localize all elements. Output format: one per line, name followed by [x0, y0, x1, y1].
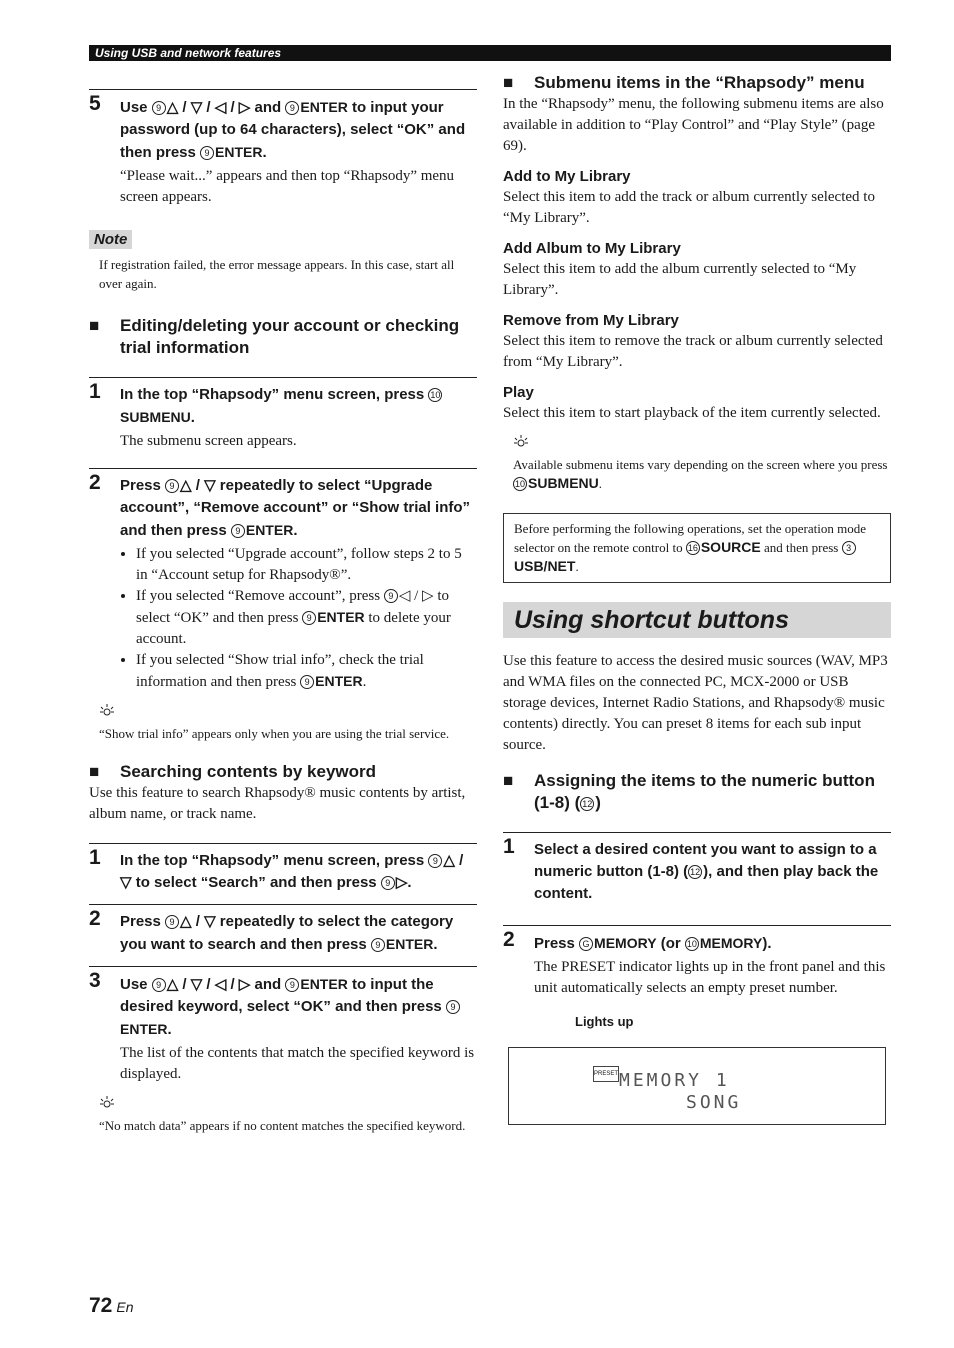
hint-bulb-icon [99, 703, 115, 719]
square-bullet-icon: ■ [503, 73, 514, 92]
section-submenu-items [503, 72, 891, 94]
tip-text: Available submenu items vary depending on the screen where you press 10 SUBMENU. [513, 457, 888, 491]
submenu-item-title: Remove from My Library [503, 312, 679, 329]
page-footer [89, 1294, 133, 1318]
tip-text: “No match data” appears if no content matches the specified keyword. [99, 1118, 466, 1133]
step-number: 5 [89, 92, 101, 115]
step-result: The PRESET indicator lights up in the front panel and this unit automatically selects an empty preset number. [534, 959, 886, 996]
left-column [89, 89, 477, 1135]
step-number: 2 [503, 928, 515, 951]
section-title: Assigning the items to the numeric button (1-8) ( 12 ) [534, 771, 875, 812]
step-number: 3 [89, 969, 101, 992]
step-instruction: In the top “Rhapsody” menu screen, press 10SUBMENU. [120, 386, 441, 426]
step-instruction: Use 9 △ / ▽ / ◁ / ▷ and 9 ENTER to input the desired keyword, select “OK” and then press 9ENTER. [120, 973, 477, 1041]
submenu-item-desc: Select this item to add the track or album currently selected to “My Library”. [503, 189, 875, 226]
button-9-icon: 9 [300, 675, 314, 689]
note-label: Note [89, 230, 132, 249]
preset-indicator: PRESET [593, 1066, 619, 1082]
square-bullet-icon: ■ [89, 316, 100, 335]
button-12-icon: 12 [690, 867, 701, 877]
tip-block [89, 1095, 477, 1135]
page-language: En [116, 1299, 134, 1315]
button-9-icon: 9 [285, 978, 299, 992]
step-instruction: Use 9 △ / ▽ / ◁ / ▷ and 9 ENTER to input your password (up to 64 characters), select “OK” and then press 9 ENTER. [120, 99, 466, 161]
assign-step-2 [503, 925, 891, 999]
section-intro: Use this feature to search Rhapsody® music contents by artist, album name, or track name. [89, 785, 466, 822]
step-result: “Please wait...” appears and then top “Rhapsody” menu screen appears. [120, 168, 455, 205]
button-10-icon: 10 [430, 390, 441, 400]
shortcut-intro: Use this feature to access the desired music sources (WAV, MP3 and WMA files on the connected PC, MCX-2000 or USB storage devices, Internet Radio Stations, and Rhapsody® music contents) directly. You can preset 8 items for each sub input source. [503, 653, 888, 753]
submenu-item-title: Add to My Library [503, 168, 631, 185]
button-9-icon: 9 [428, 854, 442, 868]
button-9-icon: 9 [200, 146, 214, 160]
right-column [503, 72, 891, 1125]
section-title: Submenu items in the “Rhapsody” menu [534, 73, 865, 92]
button-9-icon: 9 [446, 1000, 460, 1014]
button-9-icon: 9 [285, 101, 299, 115]
display-line-1: MEMORY 1 [619, 1070, 730, 1091]
display-line-2: SONG [686, 1092, 742, 1113]
submenu-item-title: Add Album to My Library [503, 240, 681, 257]
step-instruction: Press 9 △ / ▽ repeatedly to select “Upgrade account”, “Remove account” or “Show trial info” and then press 9 ENTER. [120, 477, 471, 539]
section-searching [89, 761, 477, 783]
button-9-icon: 9 [165, 479, 179, 493]
editing-step-2 [89, 468, 477, 693]
header-text: Using USB and network features [95, 46, 282, 60]
submenu-item [503, 311, 891, 373]
button-10-icon: 10 [514, 479, 525, 489]
step-number: 1 [89, 380, 101, 403]
bullet-list [120, 544, 477, 693]
step-instruction: Select a desired content you want to assign to a numeric button (1-8) ( 12 ), and then play back the content. [534, 841, 879, 902]
section-intro: In the “Rhapsody” menu, the following submenu items are also available in addition to “Play Control” and “Play Style” (page 69). [503, 96, 884, 154]
button-9-icon: 9 [302, 611, 316, 625]
square-bullet-icon: ■ [503, 771, 514, 790]
operation-mode-box: Before performing the following operations, set the operation mode selector on the remote control to 16 SOURCE and then press 3USB/NET. [503, 513, 891, 583]
hint-bulb-icon [513, 434, 529, 450]
button-9-icon: 9 [381, 876, 395, 890]
assign-step-1 [503, 832, 891, 905]
page-header [89, 45, 891, 61]
step-number: 2 [89, 471, 101, 494]
section-title: Searching contents by keyword [120, 762, 377, 781]
step-result: The list of the contents that match the specified keyword is displayed. [120, 1045, 475, 1082]
step-number: 2 [89, 907, 101, 930]
section-title: Editing/deleting your account or checking trial information [120, 316, 460, 357]
submenu-item-desc: Select this item to start playback of the item currently selected. [503, 405, 881, 421]
hint-bulb-icon [99, 1095, 115, 1111]
step-instruction: In the top “Rhapsody” menu screen, press 9 △ / ▽ to select “Search” and then press 9 ▷. [120, 852, 464, 891]
page-number: 72 [89, 1294, 113, 1317]
note-block [89, 230, 477, 293]
tip-block [89, 703, 477, 743]
button-10-icon: 10 [686, 939, 697, 949]
search-step-2 [89, 904, 477, 956]
list-item: • If you selected “Upgrade account”, follow steps 2 to 5 in “Account setup for Rhapsody®”. [136, 544, 477, 586]
submenu-item [503, 383, 891, 424]
button-12-icon: 12 [582, 799, 593, 809]
search-step-1 [89, 843, 477, 894]
step-instruction: Press G MEMORY (or 10 MEMORY). [534, 935, 772, 952]
button-9-icon: 9 [231, 524, 245, 538]
submenu-item-desc: Select this item to remove the track or album currently selected from “My Library”. [503, 333, 883, 370]
step-instruction: Press 9 △ / ▽ repeatedly to select the category you want to search and then press 9 ENTER. [120, 913, 454, 953]
search-step-3 [89, 966, 477, 1085]
button-9-icon: 9 [371, 938, 385, 952]
step-5-password [89, 89, 477, 208]
submenu-item-desc: Select this item to add the album currently selected to “My Library”. [503, 261, 857, 298]
button-9-icon: 9 [384, 589, 398, 603]
button-9-icon: 9 [165, 915, 179, 929]
button-g-icon: G [579, 937, 593, 951]
front-panel-display [508, 1047, 886, 1125]
editing-step-1 [89, 377, 477, 452]
step-number: 1 [89, 846, 101, 869]
tip-block [503, 434, 891, 493]
list-item: • If you selected “Remove account”, press 9 ◁ / ▷ to select “OK” and then press 9 ENTER to delete your account. [136, 586, 477, 650]
chapter-title: Using shortcut buttons [514, 606, 789, 634]
step-result: The submenu screen appears. [120, 433, 297, 449]
submenu-item [503, 167, 891, 229]
button-9-icon: 9 [152, 978, 166, 992]
chapter-title-bar [503, 602, 891, 638]
button-16-icon: 16 [687, 543, 698, 553]
tip-text: “Show trial info” appears only when you are using the trial service. [99, 726, 450, 741]
step-number: 1 [503, 835, 515, 858]
section-editing-account [89, 315, 477, 359]
section-assigning [503, 770, 891, 814]
button-3-icon: 3 [842, 541, 856, 555]
submenu-item-title: Play [503, 384, 534, 401]
display-caption: Lights up [575, 1014, 634, 1029]
note-text: If registration failed, the error message appears. In this case, start all over again. [99, 257, 455, 291]
square-bullet-icon: ■ [89, 762, 100, 781]
list-item: • If you selected “Show trial info”, check the trial information and then press 9 ENTER. [136, 650, 477, 693]
submenu-item [503, 239, 891, 301]
button-9-icon: 9 [152, 101, 166, 115]
